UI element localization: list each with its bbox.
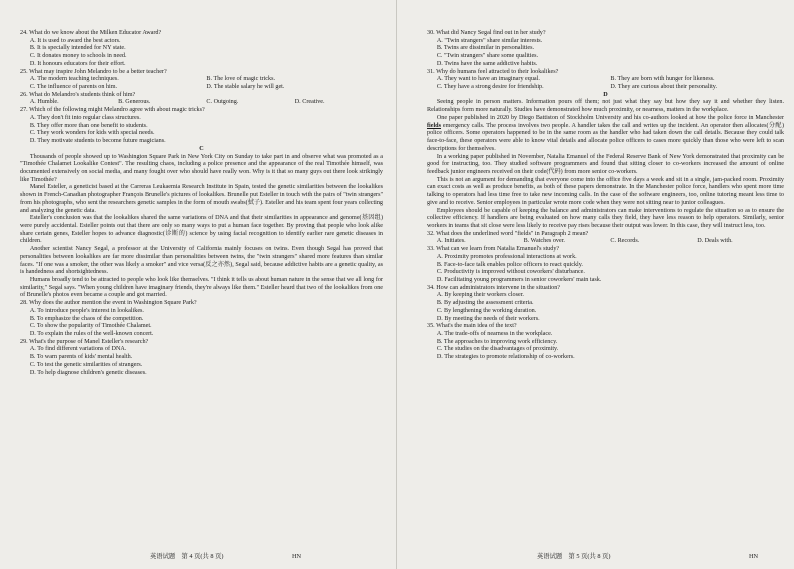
passage-paragraph: In a working paper published in November, Natalia Emanuel of the Federal Reserve Bank of New York demonstrated that proximity can be good for instructing, too. They studied software programmers and found that sitting closer to co-workers increased the amount of online feedback junior engineers received on their code(代码) from more senior co-workers. — [427, 153, 784, 175]
options-row — [427, 238, 784, 246]
options-row — [20, 84, 383, 92]
option: B. Twins are dissimilar in personalities. — [436, 45, 535, 52]
option: B. Generous. — [118, 99, 151, 106]
option: C. "Twin strangers" share some qualities. — [436, 53, 539, 60]
option: A. "Twin strangers" share similar interests. — [436, 37, 543, 44]
option: B. The approaches to improving work efficiency. — [436, 338, 558, 345]
passage-paragraph: This is not an argument for demanding that everyone come into the office five days a week and sit in a single, jam-packed room. Proximity can exact costs as well as produce benefits, as both of these papers demonstrate. In the Manchester police force, handlers who spent more time talking to operators had less time free to take new incoming calls. In the case of the software engineers, too, online tutoring meant less time to give and to receive. Senior employees in particular wrote more code when they were not sitting near to junior colleagues. — [427, 176, 784, 206]
option: D. To explain the rules of the well-known concert. — [29, 331, 154, 338]
option: C. The influence of parents on him. — [29, 84, 118, 91]
option: C. They work wonders for kids with special needs. — [29, 130, 155, 137]
option: C. It donates money to schools in need. — [29, 53, 127, 60]
option: D. Creative. — [294, 99, 325, 106]
passage-paragraph: Another scientist Nancy Segal, a professor at the University of California mainly focuses on twins. Even though Segal has proved that personalities between lookalikes are far more dissimilar than personalities between twins, the "twin strangers" shared more features than similar faces. "If one was a smoker, the other was likely a smoker" and vice versa(反之亦然), Segal said, because addictive habits are a genetic quality, as is handedness and shortsightedness. — [20, 246, 383, 276]
section-heading-d: D — [603, 91, 608, 98]
option: A. It is used to award the best actors. — [29, 37, 121, 44]
passage-paragraph: Esteller's conclusion was that the lookalikes shared the same variations of DNA and that their similarities in appearance and genome(基因组) were purely accidental. Esteller points out that there are only so many ways to put a human face together. By proving that people who look alike share certain genes, Esteller hopes to advance diagnostic(诊断的) science by using facial recognition to identify earlier rare genetic diseases in children. — [20, 215, 383, 245]
option: C. Records. — [610, 238, 640, 245]
option: C. Outgoing. — [206, 99, 239, 106]
option: B. The love of magic tricks. — [206, 76, 276, 83]
option: A. They want to have an imaginary equal. — [436, 76, 540, 83]
passage-paragraph: Seeing people in person matters. Information pours off them; not just what they say but how they say it and whether they listen. Relationships form more naturally. Studies have demonstrated how much proximity, or nearness, matters in the workplace. — [427, 99, 784, 114]
option: C. To show the popularity of Timothée Chalamet. — [29, 323, 152, 330]
question-25: 25. What may inspire John Melandro to be a better teacher? — [20, 68, 167, 75]
question-30: 30. What did Nancy Segal find out in her study? — [427, 30, 546, 36]
option: C. Productivity is improved without coworkers' disturbance. — [436, 269, 585, 276]
question-29: 29. What's the purpose of Manel Esteller's research? — [20, 338, 149, 345]
passage-paragraph: Employees should be capable of keeping the balance and administrators can make interventions to regulate the situation so as to ensure the collective efficiency. If handlers are being evaluated on how many calls they field, they have less reason to help operators. Similarly, senior workers in teams that sit close were less likely to receive pay rises because their output was lower. In this case, they will instruct less, too. — [427, 207, 784, 229]
options-row — [20, 76, 383, 84]
section-heading-c: C — [199, 145, 204, 152]
option: A. Initiates. — [436, 238, 466, 245]
passage-paragraph: Thousands of people showed up to Washington Square Park in New York City on Sunday to take part in and observe what was promoted as a "Timothée Chalamet Lookalike Contest". The resulting chaos, including a police presence and the appearance of the real Timothée himself, was documented extensively on social media, and many fought over who should have really won. Why is it that so many guys out there look strikingly like Timothée? — [20, 153, 383, 183]
page-number: 英语试题 第 5 页(共 8 页) — [537, 553, 611, 560]
option: D. To help diagnose children's genetic diseases. — [29, 369, 147, 376]
underlined-word-fields: fields — [427, 122, 441, 129]
question-28: 28. Why does the author mention the event in Washington Square Park? — [20, 300, 197, 307]
region-code: HN — [749, 553, 759, 560]
options-row — [427, 84, 784, 92]
option: D. Twins have the same addictive habits. — [436, 60, 538, 67]
options-row — [427, 76, 784, 84]
option: A. Humble. — [29, 99, 59, 106]
option: B. To emphasize the chaos of the competition. — [29, 315, 144, 322]
option: C. By lengthening the working duration. — [436, 307, 537, 314]
option: B. To warn parents of kids' mental health. — [29, 354, 133, 361]
question-34: 34. How can administrators intervene in the situation? — [427, 284, 561, 291]
question-33: 33. What can we learn from Natalia Emanuel's study? — [427, 246, 560, 253]
exam-page-right — [397, 0, 794, 569]
option: D. Deals with. — [697, 238, 733, 245]
option: A. The modern teaching techniques. — [29, 76, 119, 83]
option: B. Face-to-face talk enables police officers to react quickly. — [436, 261, 583, 268]
option: A. The trade-offs of nearness in the workplace. — [436, 331, 553, 338]
option: B. By adjusting the assessment criteria. — [436, 300, 534, 307]
question-35: 35. What's the main idea of the text? — [427, 323, 517, 330]
option: B. They offer more than one benefit to students. — [29, 122, 148, 129]
option: D. By meeting the needs of their workers. — [436, 315, 540, 322]
region-code: HN — [292, 553, 302, 560]
passage-text: emergency calls. The process involves two people. A handler takes the call and writes up the incident. An operator then allocates(分配) police officers. Some operators happened to be in the same room as the handler who had taken down the call details. Because they could talk face-to-face, these operators were able to know vital details and allocate police officers to cases more quickly than those who were left to scan descriptions for themselves. — [427, 122, 784, 152]
option: C. The studies on the disadvantages of proximity. — [436, 346, 559, 353]
option: D. Facilitating young programmers in senior coworkers' main task. — [436, 277, 602, 283]
option: A. To introduce people's interest in lookalikes. — [29, 307, 144, 314]
passage-paragraph — [427, 115, 784, 154]
option: D. It honours educators for their effort. — [29, 60, 126, 67]
option: B. It is specially intended for NY state. — [29, 45, 126, 52]
option: D. The strategies to promote relationship of co-workers. — [436, 354, 575, 361]
option: A. To find different variations of DNA. — [29, 346, 127, 353]
option: D. The stable salary he will get. — [206, 84, 285, 91]
option: A. They don't fit into regular class structures. — [29, 114, 141, 121]
question-24: 24. What do we know about the Milken Educator Award? — [20, 30, 162, 36]
question-31: 31. Why do humans feel attracted to their lookalikes? — [427, 68, 559, 75]
option: C. To test the genetic similarities of strangers. — [29, 361, 143, 368]
question-27: 27. Which of the following might Melandro agree with about magic tricks? — [20, 107, 205, 114]
question-32: 32. What does the underlined word "fields" in Paragraph 2 mean? — [427, 230, 589, 237]
passage-paragraph: Humans broadly tend to be attracted to people who look like themselves. "I think it tells us about human nature in the sense that we all long for similarity," Segal says. "When young children have imaginary friends, they're always like them." Esteller heard that two of the lookalikes from one of Brunelle's photos even became a couple and got married. — [20, 277, 383, 299]
option: A. Proximity promotes professional interactions at work. — [436, 253, 577, 260]
option: C. They have a strong desire for friendship. — [436, 84, 544, 91]
question-26: 26. What do Melandro's students think of him? — [20, 91, 136, 98]
option: D. They motivate students to become future magicians. — [29, 138, 166, 145]
page-number: 英语试题 第 4 页(共 8 页) — [150, 553, 224, 560]
option: A. By keeping their workers closer. — [436, 292, 524, 299]
option: B. They are born with hunger for likeness. — [610, 76, 715, 83]
passage-paragraph: Manel Esteller, a geneticist based at the Carreras Leukaemia Research Institute in Spain, tested the genetic similarities between the lookalikes shown in French-Canadian photographer François Brunelle's pictures of lookalikes. Brunelle put Esteller in touch with the pairs of "twin strangers" from his photographs, who sent the researchers genetic samples in the form of mouth swabs(拭子). Esteller and his team spent four years collecting and analyzing the genetic data. — [20, 184, 383, 214]
option: B. Watches over. — [523, 238, 565, 245]
option: D. They are curious about their personality. — [610, 84, 717, 91]
passage-text: One paper published in 2020 by Diego Battiston of Stockholm University and his co-authors looked at how the police force in Manchester — [436, 114, 784, 121]
